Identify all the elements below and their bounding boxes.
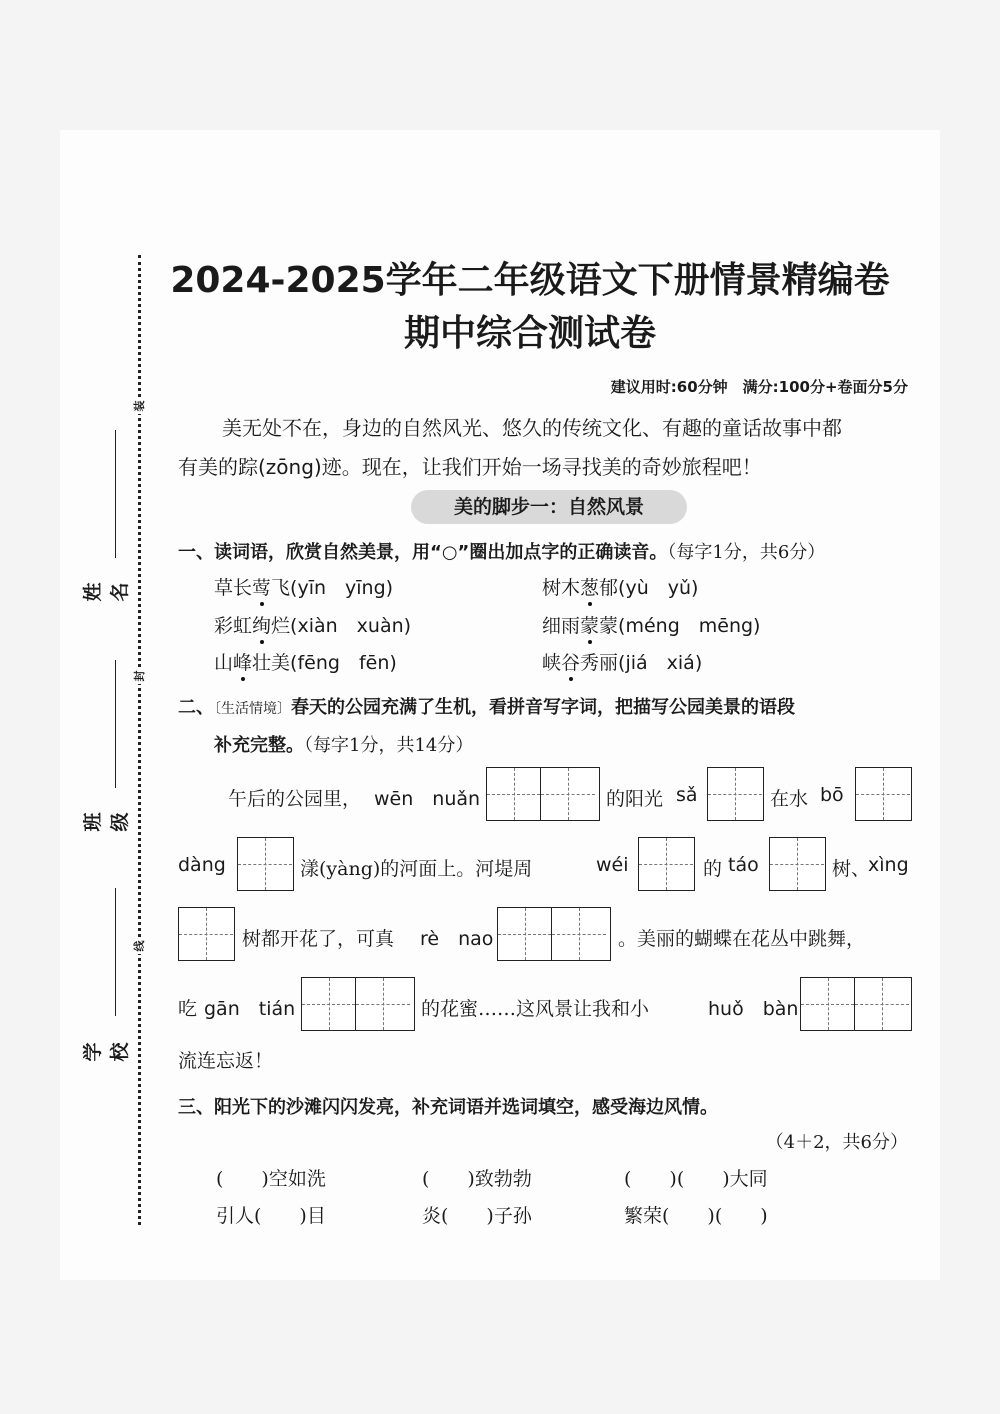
- word-part: 烂: [271, 615, 291, 637]
- para-text: 的花蜜……这风景让我和小: [421, 998, 650, 1020]
- answer-grid-wennuan[interactable]: [486, 767, 600, 821]
- word-part: 树木: [542, 577, 581, 599]
- word-part: 彩虹: [214, 615, 253, 637]
- word-part: 草长: [214, 577, 253, 599]
- answer-grid-xing[interactable]: [178, 907, 235, 961]
- pinyin-options[interactable]: (méng mēng): [618, 615, 761, 637]
- word-part: 山: [214, 652, 234, 674]
- pinyin-options[interactable]: (jiá xiá): [618, 652, 703, 674]
- pinyin-prompt: rè nao: [420, 928, 494, 950]
- q3-text: 阳光下的沙滩闪闪发亮，补充词语并选词填空，感受海边风情。: [214, 1097, 718, 1118]
- q1-text: 读词语，欣赏自然美景，用“○”圈出加点字的正确读音。: [214, 542, 668, 563]
- pinyin-options[interactable]: (fēng fēn): [290, 652, 397, 674]
- pinyin-prompt: wéi: [596, 854, 629, 876]
- word-part: 郁: [599, 577, 619, 599]
- cut-mark-xian: 线: [131, 938, 147, 954]
- q2-text: 春天的公园充满了生机，看拼音写字词，把描写公园美景的语段: [291, 697, 795, 718]
- answer-grid-gantian[interactable]: [301, 977, 415, 1031]
- fill-blank-item[interactable]: 繁荣( )( ): [624, 1205, 768, 1227]
- para-text: 午后的公园里，: [228, 788, 362, 810]
- pinyin-prompt: wēn nuǎn: [374, 788, 481, 810]
- q1-item: [542, 573, 698, 600]
- para-text: 漾(yàng)的河面上。河堤周: [300, 858, 533, 880]
- q1-item: [542, 648, 702, 675]
- school-write-line: [115, 888, 116, 1016]
- intro-line-2: 有美的踪(zōng)迹。现在，让我们开始一场寻找美的奇妙旅程吧！: [178, 455, 762, 479]
- exam-title: 2024-2025学年二年级语文下册情景精编卷: [170, 260, 890, 301]
- fill-blank-item[interactable]: 引人( )目: [216, 1205, 326, 1227]
- class-write-line: [115, 660, 116, 788]
- pinyin-prompt: dàng: [178, 854, 226, 876]
- dotted-char[interactable]: 蒙: [580, 615, 600, 637]
- pinyin-options[interactable]: (yīn yīng): [290, 577, 394, 599]
- q1-item: [214, 648, 397, 675]
- answer-grid-renao[interactable]: [497, 907, 611, 961]
- word-part: 峡: [542, 652, 562, 674]
- class-label: 班级: [82, 812, 131, 832]
- pinyin-prompt: xìng: [868, 854, 909, 876]
- para-text: 吃: [178, 998, 198, 1020]
- pinyin-prompt: huǒ bàn: [708, 998, 799, 1020]
- q1-item: [214, 573, 393, 600]
- word-part: 壮美: [252, 652, 291, 674]
- intro-line-1: 美无处不在，身边的自然风光、悠久的传统文化、有趣的童话故事中都: [222, 416, 842, 440]
- dotted-char[interactable]: 莺: [252, 577, 272, 599]
- para-text: 流连忘返！: [178, 1050, 274, 1072]
- para-text: 的: [703, 858, 723, 880]
- word-part: 蒙: [599, 615, 619, 637]
- word-part: 细雨: [542, 615, 581, 637]
- cut-mark-zhuang: 装: [131, 398, 147, 414]
- q3-score: （4＋2，共6分）: [765, 1132, 908, 1153]
- para-text: 在水: [770, 788, 809, 810]
- q1-item: [542, 611, 760, 638]
- pinyin-prompt: táo: [728, 854, 759, 876]
- dotted-char[interactable]: 谷: [561, 652, 581, 674]
- exam-meta: 建议用时:60分钟 满分:100分+卷面分5分: [610, 378, 908, 396]
- section-banner: 美的脚步一：自然风景: [411, 490, 687, 524]
- pinyin-options[interactable]: (xiàn xuàn): [290, 615, 412, 637]
- pinyin-options[interactable]: (yù yǔ): [618, 577, 699, 599]
- para-text: 树都开花了，可真: [242, 928, 395, 950]
- q3-number: 三、: [178, 1097, 214, 1118]
- word-part: 秀丽: [580, 652, 619, 674]
- q1-number: 一、: [178, 542, 214, 563]
- dotted-char[interactable]: 葱: [580, 577, 600, 599]
- q2-score: （每字1分，共14分）: [304, 735, 474, 756]
- para-text: 树、: [832, 858, 871, 880]
- q3-heading: [178, 1093, 718, 1119]
- exam-subtitle: 期中综合测试卷: [403, 313, 656, 354]
- answer-grid-sa[interactable]: [707, 767, 764, 821]
- fill-blank-item[interactable]: 炎( )子孙: [422, 1205, 532, 1227]
- school-label: 学校: [82, 1042, 131, 1062]
- answer-grid-tao[interactable]: [769, 837, 826, 891]
- q2-heading-line-2: [214, 731, 473, 757]
- fill-blank-item[interactable]: ( )致勃勃: [422, 1168, 532, 1190]
- para-text: 的阳光: [606, 788, 664, 810]
- cut-mark-feng: 封: [131, 668, 147, 684]
- answer-grid-dang[interactable]: [237, 837, 294, 891]
- q1-score: （每字1分，共6分）: [667, 542, 826, 563]
- fill-blank-item[interactable]: ( )空如洗: [216, 1168, 326, 1190]
- word-part: 飞: [271, 577, 291, 599]
- fill-blank-item[interactable]: ( )( )大同: [624, 1168, 768, 1190]
- dotted-char[interactable]: 绚: [252, 615, 272, 637]
- para-text: 。美丽的蝴蝶在花丛中跳舞，: [618, 928, 866, 950]
- answer-grid-wei[interactable]: [638, 837, 695, 891]
- name-write-line: [115, 430, 116, 558]
- q1-heading: [178, 538, 825, 564]
- answer-grid-huoban[interactable]: [800, 977, 912, 1031]
- name-label: 姓名: [82, 582, 131, 602]
- q2-heading: [178, 693, 795, 719]
- q2-number: 二、: [178, 697, 214, 718]
- q2-text-2: 补充完整。: [214, 735, 304, 756]
- dotted-char[interactable]: 峰: [233, 652, 253, 674]
- answer-grid-bo[interactable]: [855, 767, 912, 821]
- q1-item: [214, 611, 411, 638]
- pinyin-prompt: sǎ: [676, 784, 698, 806]
- q2-tag: 〔生活情境〕: [214, 701, 291, 717]
- pinyin-prompt: gān tián: [204, 998, 296, 1020]
- pinyin-prompt: bō: [820, 784, 844, 806]
